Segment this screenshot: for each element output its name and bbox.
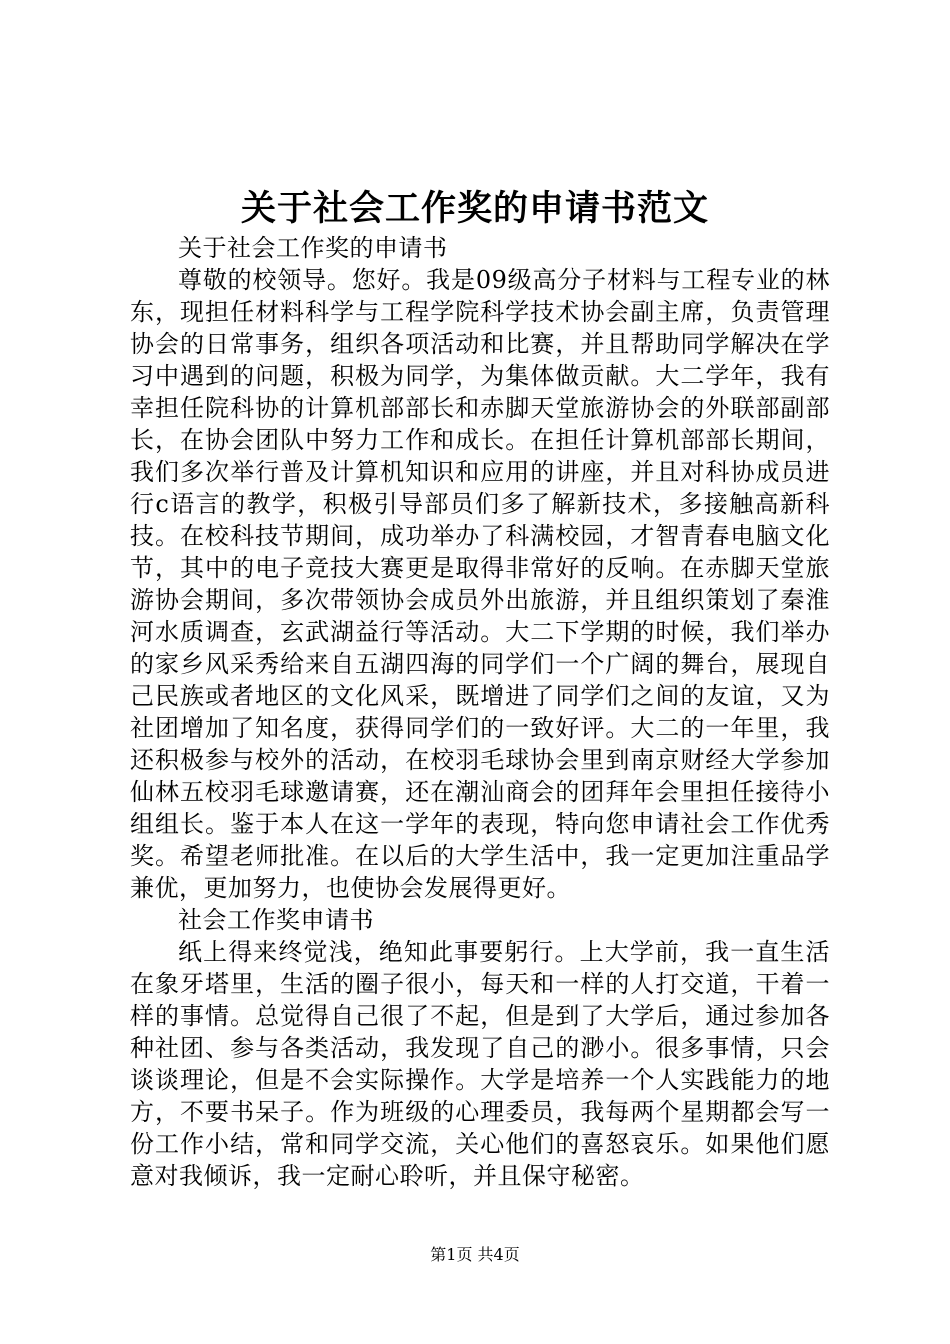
document-body xyxy=(130,232,830,1192)
page-footer: 第1页 共4页 xyxy=(430,1245,520,1264)
section-heading-2: 社会工作奖申请书 xyxy=(178,906,374,934)
paragraph-2: 纸上得来终觉浅，绝知此事要躬行。上大学前，我一直生活在象牙塔里，生活的圈子很小，每天和一样的人打交道，干着一样的事情。总觉得自己很了不起，但是到了大学后，通过参加各种社团、参与各类活动，我发现了自己的渺小。很多事情，只会谈谈理论，但是不会实际操作。大学是培养一个人实践能力的地方，不要书呆子。作为班级的心理委员，我每两个星期都会写一份工作小结，常和同学交流，关心他们的喜怒哀乐。如果他们愿意对我倾诉，我一定耐心聆听，并且保守秘密。 xyxy=(130,938,830,1190)
document-title: 关于社会工作奖的申请书范文 xyxy=(240,188,709,229)
paragraph-1: 尊敬的校领导。您好。我是09级高分子材料与工程专业的林东，现担任材料科学与工程学院科学技术协会副主席，负责管理协会的日常事务，组织各项活动和比赛，并且帮助同学解决在学习中遇到的问题，积极为同学，为集体做贡献。大二学年，我有幸担任院科协的计算机部部长和赤脚天堂旅游协会的外联部副部长，在协会团队中努力工作和成长。在担任计算机部部长期间，我们多次举行普及计算机知识和应用的讲座，并且对科协成员进行c语言的教学，积极引导部员们多了解新技术，多接触高新科技。在校科技节期间，成功举办了科满校园，才智青春电脑文化节，其中的电子竞技大赛更是取得非常好的反响。在赤脚天堂旅游协会期间，多次带领协会成员外出旅游，并且组织策划了秦淮河水质调查，玄武湖益行等活动。大二下学期的时候，我们举办的家乡风采秀给来自五湖四海的同学们一个广阔的舞台，展现自己民族或者地区的文化风采，既增进了同学们之间的友谊，又为社团增加了知名度，获得同学们的一致好评。大二的一年里，我还积极参与校外的活动，在校羽毛球协会里到南京财经大学参加仙林五校羽毛球邀请赛，还在潮汕商会的团拜年会里担任接待小组组长。鉴于本人在这一学年的表现，特向您申请社会工作优秀奖。希望老师批准。在以后的大学生活中，我一定更加注重品学兼优，更加努力，也使协会发展得更好。 xyxy=(130,266,830,902)
section-heading-1: 关于社会工作奖的申请书 xyxy=(178,234,448,262)
